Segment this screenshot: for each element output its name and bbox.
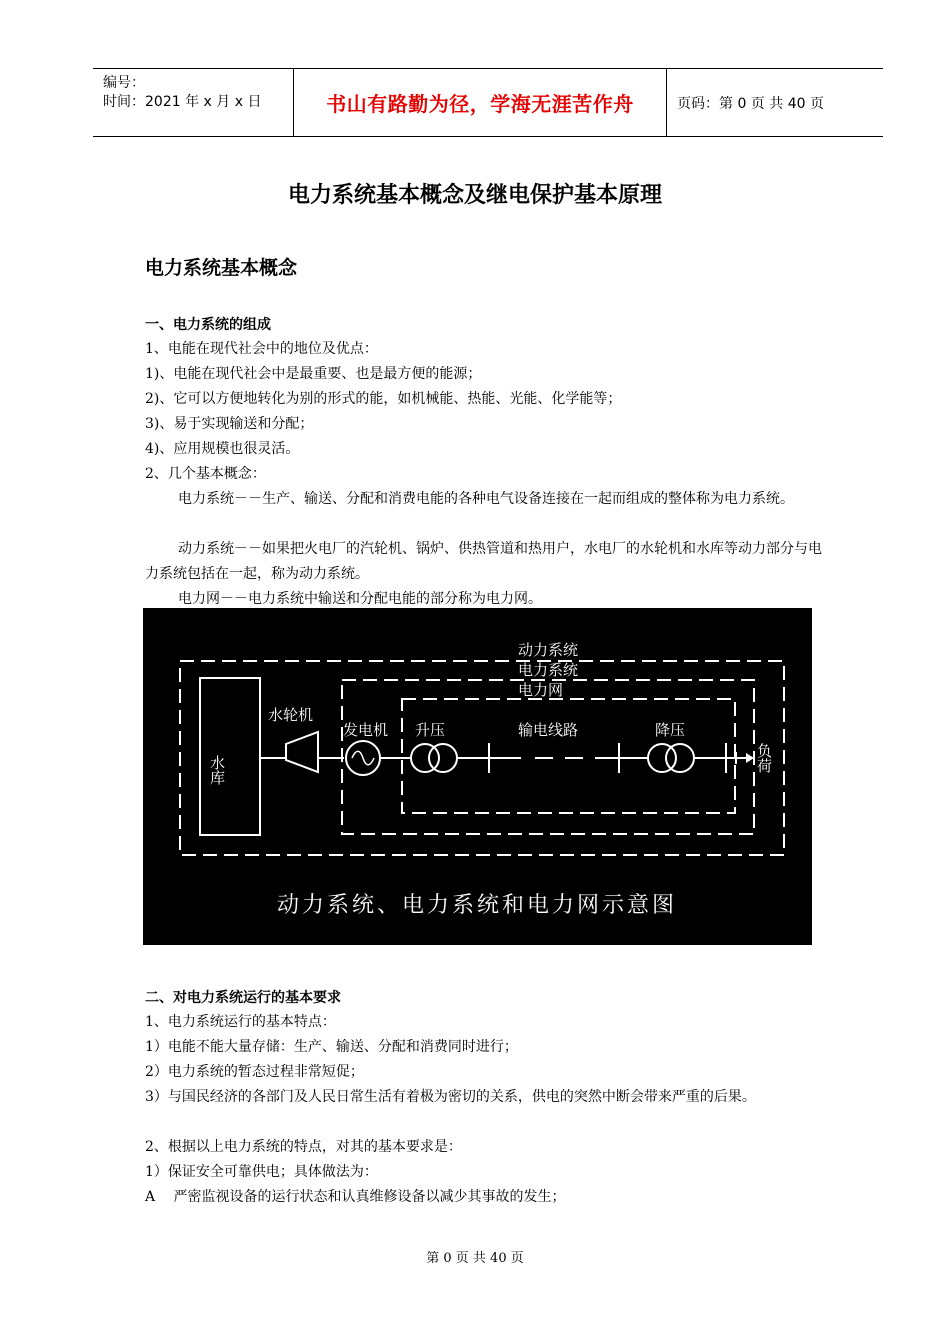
diagram-caption: 动力系统、电力系统和电力网示意图	[276, 893, 678, 918]
section1-title: 一、电力系统的组成	[145, 317, 271, 333]
section2-line: 2）电力系统的暂态过程非常短促；	[145, 1064, 364, 1080]
section1-line: 2、几个基本概念：	[145, 466, 266, 482]
header-page-label: 页码：第 0 页 共 40 页	[677, 95, 824, 112]
label-transmission: 输电线路	[518, 721, 579, 739]
section2-paragraph: 3）与国民经济的各部门及人民日常生活有着极为密切的关系，供电的突然中断会带来严重的后果。	[145, 1089, 756, 1105]
definition-dynamic-system: 动力系统－－如果把火电厂的汽轮机、锅炉、供热管道和热用户，水电厂的水轮机和水库等动力部分与电力系统包括在一起，称为动力系统。	[145, 541, 822, 582]
section1-line: 4)、应用规模也很灵活。	[145, 441, 300, 457]
section1-line: 3)、易于实现输送和分配；	[145, 416, 314, 432]
header-table	[93, 68, 883, 137]
section2-title: 二、对电力系统运行的基本要求	[145, 990, 341, 1006]
label-power-grid: 电力网	[518, 681, 564, 699]
label-step-up: 升压	[415, 721, 446, 739]
section2-line: 1）保证安全可靠供电；具体做法为：	[145, 1164, 378, 1180]
section2-line: A 严密监视设备的运行状态和认真维修设备以减少其事故的发生；	[145, 1189, 566, 1205]
section1-line: 2)、它可以方便地转化为别的形式的能，如机械能、热能、光能、化学能等；	[145, 391, 622, 407]
label-reservoir: 水库	[208, 755, 226, 785]
power-system-diagram	[143, 608, 812, 945]
header-motto-cell	[294, 69, 667, 136]
step-up-transformer-left	[411, 744, 439, 772]
load-arrow	[746, 753, 754, 763]
header-time-label: 时间：2021 年 x 月 x 日	[103, 94, 262, 110]
definition-power-grid: 电力网－－电力系统中输送和分配电能的部分称为电力网。	[178, 591, 542, 607]
label-turbine: 水轮机	[268, 706, 314, 724]
header-number-label: 编号：	[103, 75, 145, 91]
label-load: 负荷	[755, 743, 773, 773]
section2-line: 1、电力系统运行的基本特点：	[145, 1014, 336, 1030]
section1-line: 1、电能在现代社会中的地位及优点：	[145, 341, 378, 357]
turbine-shape	[286, 732, 318, 772]
step-down-transformer-left	[648, 744, 676, 772]
section2-line: 1）电能不能大量存储：生产、输送、分配和消费同时进行；	[145, 1039, 518, 1055]
header-motto: 书山有路勤为径，学海无涯苦作舟	[326, 92, 634, 116]
section-heading: 电力系统基本概念	[145, 257, 298, 279]
definition-power-system: 电力系统－－生产、输送、分配和消费电能的各种电气设备连接在一起而组成的整体称为电力系统。	[178, 491, 794, 507]
document-title: 电力系统基本概念及继电保护基本原理	[287, 183, 662, 208]
label-power-system: 动力系统	[518, 641, 579, 659]
page-footer: 第 0 页 共 40 页	[426, 1251, 524, 1266]
section1-line: 1)、电能在现代社会中是最重要、也是最方便的能源；	[145, 366, 482, 382]
label-electric-system: 电力系统	[518, 661, 579, 679]
header-info-cell	[93, 69, 294, 136]
label-step-down: 降压	[655, 721, 686, 739]
diagram-svg	[143, 608, 812, 945]
power-grid-boundary	[402, 699, 735, 813]
header-page-cell	[667, 69, 883, 136]
section2-line: 2、根据以上电力系统的特点，对其的基本要求是：	[145, 1139, 462, 1155]
label-generator: 发电机	[343, 721, 389, 739]
step-down-transformer-right	[666, 744, 694, 772]
step-up-transformer-right	[429, 744, 457, 772]
